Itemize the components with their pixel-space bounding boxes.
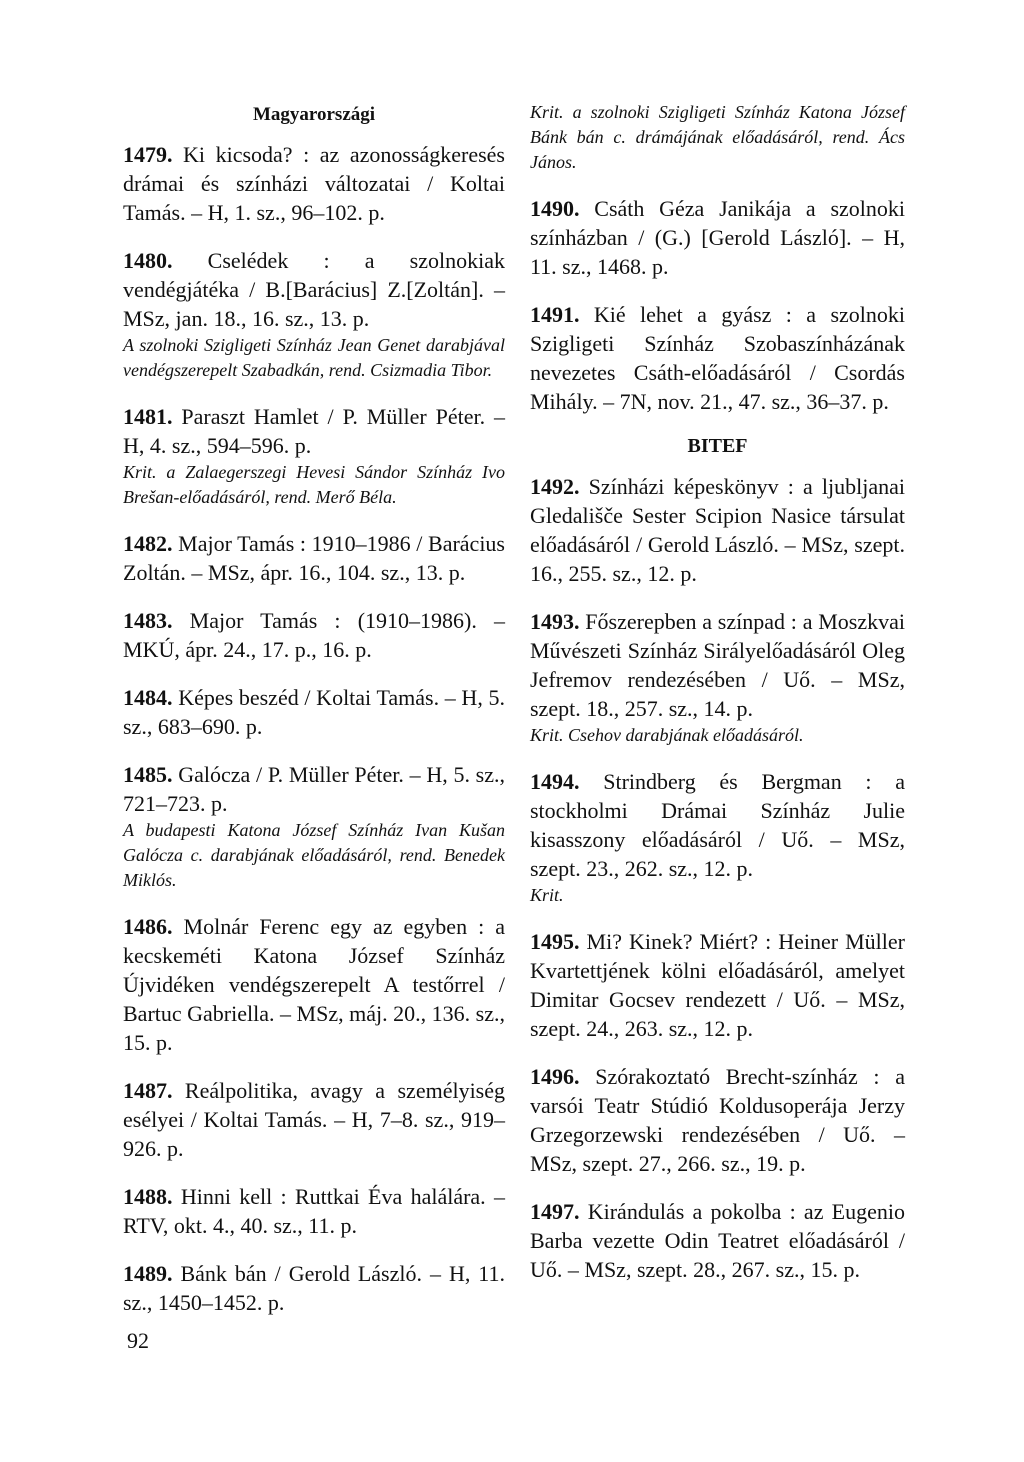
entry-text: Kié lehet a gyász : a szolnoki Szigligeti Színház Szobaszínházának nevezetes Csáth-előadásáról / Csordás Mihály. – 7N, nov. 21., 47. sz., 36–37. p.: [530, 302, 905, 414]
entry-main: [530, 472, 905, 588]
entry-text: Főszerepben a színpad : a Moszkvai Művészeti Színház Sirályelőadásáról Oleg Jefremov rendezésében / Uő. – MSz, szept. 18., 257. sz., 14. p.: [530, 609, 906, 721]
entry-main: [123, 912, 505, 1057]
bibliography-entry: [123, 246, 505, 383]
bibliography-entry: [123, 912, 505, 1057]
entry-text: Major Tamás : 1910–1986 / Barácius Zoltán. – MSz, ápr. 16., 104. sz., 13. p.: [123, 531, 505, 585]
entry-number: 1495.: [530, 929, 580, 954]
entry-main: [123, 140, 505, 227]
entry-main: [530, 1062, 905, 1178]
entry-note: Krit. Csehov darabjának előadásáról.: [530, 725, 804, 745]
entry-main: [123, 760, 505, 818]
entry-number: 1488.: [123, 1184, 173, 1209]
bibliography-entry: [530, 927, 905, 1043]
section-heading-bitef: BITEF: [687, 435, 748, 457]
bibliography-entry: [123, 1076, 505, 1163]
entry-text: Paraszt Hamlet / P. Müller Péter. – H, 4. sz., 594–596. p.: [123, 404, 505, 458]
entry-main: [123, 606, 505, 664]
entry-text: Bánk bán / Gerold László. – H, 11. sz., 1450–1452. p.: [123, 1261, 505, 1315]
entry-main: [123, 402, 505, 460]
entry-text: Hinni kell : Ruttkai Éva halálára. – RTV, okt. 4., 40. sz., 11. p.: [123, 1184, 505, 1238]
entry-list-right-a: [530, 194, 905, 416]
entry-text: Molnár Ferenc egy az egyben : a kecskeméti Katona József Színház Újvidéken vendégszerepelt A testőrrel / Bartuc Gabriella. – MSz, máj. 20., 136. sz., 15. p.: [123, 914, 505, 1055]
entry-note: A szolnoki Szigligeti Színház Jean Genet darabjával vendégszerepelt Szabadkán, rend. Csizmadia Tibor.: [123, 335, 505, 380]
entry-number: 1481.: [123, 404, 173, 429]
entry-number: 1483.: [123, 608, 173, 633]
entry-text: Ki kicsoda? : az azonosságkeresés drámai és színházi változatai / Koltai Tamás. – H, 1. sz., 96–102. p.: [123, 142, 505, 225]
entry-text: Reálpolitika, avagy a személyiség esélyei / Koltai Tamás. – H, 7–8. sz., 919–926. p.: [123, 1078, 506, 1161]
bibliography-entry: [123, 1182, 505, 1240]
bibliography-entry: [123, 1259, 505, 1317]
entry-number: 1482.: [123, 531, 173, 556]
entry-note: Krit. a Zalaegerszegi Hevesi Sándor Színház Ivo Brešan-előadásáról, rend. Merő Béla.: [123, 462, 505, 507]
entry-text: Színházi képeskönyv : a ljubljanai Gledališče Sester Scipion Nasice társulat előadásáról / Gerold László. – MSz, szept. 16., 255. sz., 12. p.: [530, 474, 906, 586]
entry-number: 1490.: [530, 196, 580, 221]
bibliography-entry: [530, 472, 905, 588]
entry-text: Kirándulás a pokolba : az Eugenio Barba vezette Odin Teatret előadásáról / Uő. – MSz, szept. 28., 267. sz., 15. p.: [530, 1199, 905, 1282]
entry-list-right-b: [530, 472, 905, 1284]
bibliography-entry: [530, 767, 905, 908]
right-column: [530, 100, 905, 1303]
entry-number: 1496.: [530, 1064, 580, 1089]
entry-text: Szórakoztató Brecht-színház : a varsói Teatr Stúdió Koldusoperája Jerzy Grzegorzewski rendezésében / Uő. – MSz, szept. 27., 266. sz., 19. p.: [530, 1064, 905, 1176]
continued-note: Krit. a szolnoki Szigligeti Színház Katona József Bánk bán c. drámájának előadásáról, rend. Ács János.: [530, 102, 905, 172]
bibliography-entry: [123, 760, 505, 893]
entry-number: 1493.: [530, 609, 580, 634]
bibliography-entry: [530, 300, 905, 416]
entry-main: [530, 300, 905, 416]
entry-main: [123, 1182, 505, 1240]
bibliography-entry: [530, 1197, 905, 1284]
entry-text: Strindberg és Bergman : a stockholmi Drámai Színház Julie kisasszony előadásáról / Uő. – MSz, szept. 23., 262. sz., 12. p.: [530, 769, 905, 881]
entry-main: [123, 1076, 505, 1163]
entry-number: 1489.: [123, 1261, 173, 1286]
entry-main: [530, 767, 905, 883]
entry-main: [530, 607, 905, 723]
entry-number: 1486.: [123, 914, 173, 939]
entry-main: [530, 927, 905, 1043]
bibliography-entry: [530, 194, 905, 281]
entry-text: Major Tamás : (1910–1986). – MKÚ, ápr. 24., 17. p., 16. p.: [123, 608, 505, 662]
bibliography-entry: [530, 607, 905, 748]
entry-number: 1491.: [530, 302, 580, 327]
entry-main: [530, 1197, 905, 1284]
section-heading-magyarorszagi: Magyarországi: [252, 104, 376, 125]
bibliography-entry: [123, 529, 505, 587]
page-number: 92: [127, 1328, 149, 1353]
entry-number: 1479.: [123, 142, 173, 167]
entry-main: [123, 529, 505, 587]
bibliography-entry: [530, 1062, 905, 1178]
entry-main: [123, 246, 505, 333]
entry-number: 1480.: [123, 248, 173, 273]
entry-number: 1492.: [530, 474, 580, 499]
entry-text: Galócza / P. Müller Péter. – H, 5. sz., 721–723. p.: [123, 762, 505, 816]
bibliography-entry: [123, 402, 505, 510]
entry-number: 1494.: [530, 769, 580, 794]
entry-text: Csáth Géza Janikája a szolnoki színházban / (G.) [Gerold László]. – H, 11. sz., 1468. p.: [530, 196, 905, 279]
entry-number: 1487.: [123, 1078, 173, 1103]
entry-text: Cselédek : a szolnokiak vendégjátéka / B.[Barácius] Z.[Zoltán]. – MSz, jan. 18., 16. sz., 13. p.: [123, 248, 505, 331]
entry-main: [123, 1259, 505, 1317]
entry-main: [530, 194, 905, 281]
entry-number: 1497.: [530, 1199, 580, 1224]
entry-number: 1484.: [123, 685, 173, 710]
left-column: [123, 100, 505, 1336]
bibliography-entry: [123, 140, 505, 227]
entry-number: 1485.: [123, 762, 173, 787]
bibliography-entry: [123, 683, 505, 741]
bibliography-entry: [123, 606, 505, 664]
entry-note: Krit.: [530, 885, 564, 905]
entry-list-left: [123, 140, 505, 1317]
entry-note: A budapesti Katona József Színház Ivan Kušan Galócza c. darabjának előadásáról, rend. Benedek Miklós.: [123, 820, 505, 890]
entry-main: [123, 683, 505, 741]
entry-text: Képes beszéd / Koltai Tamás. – H, 5. sz., 683–690. p.: [123, 685, 506, 739]
entry-text: Mi? Kinek? Miért? : Heiner Müller Kvartettjének kölni előadásáról, amelyet Dimitar Gocsev rendezett / Uő. – MSz, szept. 24., 263. sz., 12. p.: [530, 929, 905, 1041]
